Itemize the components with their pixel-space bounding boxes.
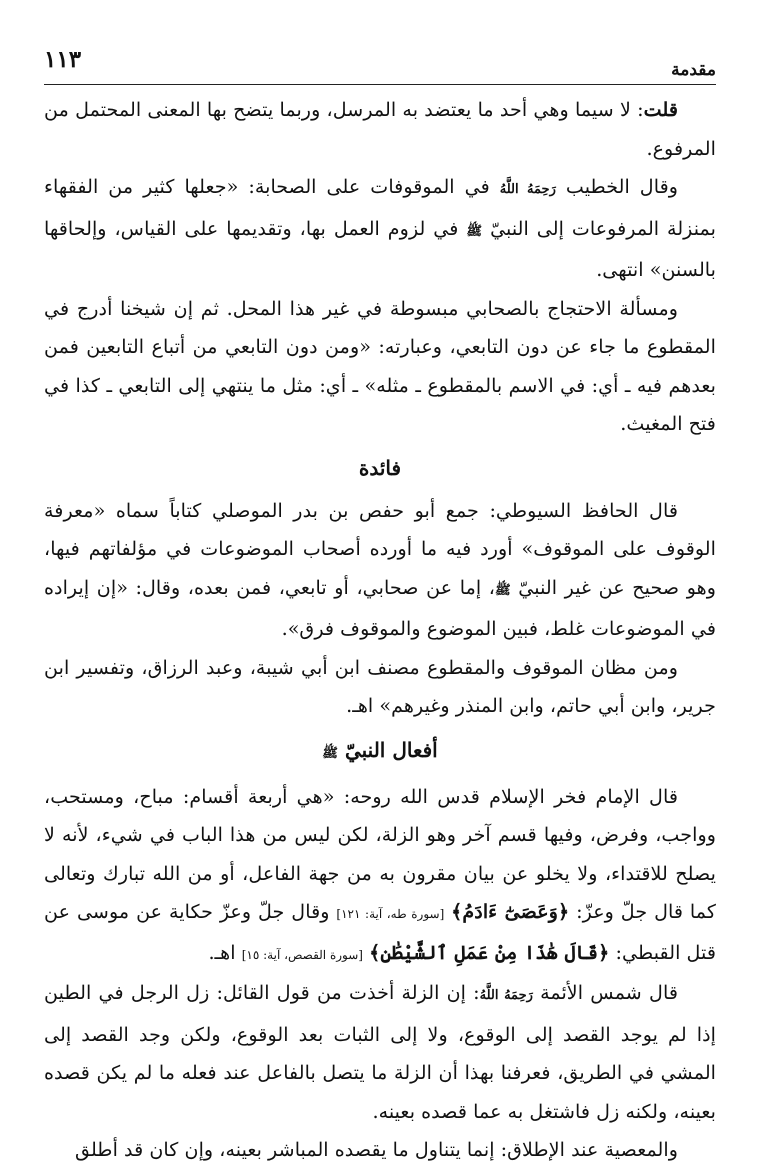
book-page (44, 44, 716, 1161)
paragraph-text: قال الإمام فخر الإسلام قدس الله روحه: «هي أربعة أقسام: مباح، ومستحب، وواجب، وفرض، وفيها قسم آخر وهو الزلة، لكن ليس من هذا الباب في شيء، لأنه لا يصلح للاقتداء، ولا يخلو عن بيان مقرون به من جهة الفاعل، أو من الله تبارك وتعالى كما قال جلّ وعزّ: (44, 784, 716, 923)
paragraph-shams-aimma (44, 974, 716, 1131)
paragraph-text: في الموقوفات على الصحابة: «جعلها كثير من الفقهاء بمنزلة المرفوعات إلى النبيّ (44, 175, 716, 240)
honorific-rahimahu: رَحِمَهُ اللَّهُ (479, 988, 533, 1003)
honorific-salla: ﷺ (494, 582, 511, 598)
paragraph-text: وقال الخطيب (565, 175, 679, 198)
verse-reference-taha: [سورة طه، آية: ١٢١] (336, 907, 445, 921)
paragraph-khatib (44, 168, 716, 290)
paragraph-text: قال شمس الأئمة (540, 981, 678, 1004)
paragraph-text: في لزوم العمل بها، وتقديمها على القياس، وإلحاقها بالسنن» انتهى. (44, 216, 716, 281)
paragraph-text: : إن الزلة أخذت من قول القائل: زل الرجل في الطين إذا لم يوجد القصد إلى الوقوع، ولا إلى الثبات بعد الوقوع، ولكن وجد القصد إلى المشي في الطريق، فعرفنا بهذا أن الزلة ما يتصل بالفاعل عند فعله ما لم يكن قصده بعينه، ولكنه زل فاشتغل به عما قصده بعينه. (44, 981, 716, 1123)
paragraph-suyuti (44, 492, 716, 649)
qultu-lead: قلت (643, 98, 678, 121)
paragraph-text: وقال جلّ وعزّ حكاية عن موسى عن قتل القبطي: (44, 900, 716, 964)
paragraph-ihtijaj (44, 290, 716, 444)
paragraph-text: قال الحافظ السيوطي: جمع أبو حفص بن بدر الموصلي كتاباً سماه «معرفة الوقوف على الموقوف» أورد فيه ما أورده أصحاب الموضوعات في مؤلفاتهم فيها، وهو صحيح عن غير النبيّ (44, 498, 716, 599)
body-text (44, 85, 716, 1170)
paragraph-text: ومن مظان الموقوف والمقطوع مصنف ابن أبي شيبة، وعبد الرزاق، وتفسير ابن جرير، وابن أبي حاتم، وابن المنذر وغيرهم» اهـ. (44, 655, 716, 717)
quran-verse-qasas: ﴿قَالَ هَٰذَا مِنْ عَمَلِ ٱلشَّيْطَٰنِ﴾ (369, 940, 610, 964)
honorific-salla: ﷺ (466, 223, 483, 239)
paragraph-text: اهـ. (208, 940, 236, 964)
running-head (44, 44, 716, 85)
heading-faida: فائدة (358, 455, 402, 480)
paragraph-text: ، إما عن صحابي، أو تابعي، فمن بعده، وقال: «إن إيراده في الموضوعات غلط، فبين الموضوع والموقوف فرق». (44, 575, 716, 640)
paragraph-text: والمعصية عند الإطلاق: إنما يتناول ما يقصده المباشر بعينه، وإن كان قد أطلق (74, 1138, 678, 1161)
paragraph-qultu (44, 91, 716, 168)
quran-verse-taha: ﴿وَعَصَىٰٓ ءَادَمُ﴾ (451, 900, 570, 923)
honorific-salla: ﷺ (322, 745, 338, 761)
paragraph-fakhr-islam (44, 778, 716, 975)
paragraph-text: : لا سيما وهي أحد ما يعتضد به المرسل، وربما يتضح بها المعنى المحتمل من المرفوع. (44, 98, 716, 160)
page-number: ١١٣ (44, 46, 82, 73)
heading-afal-nabi (44, 726, 716, 778)
honorific-rahimahu: رَحِمَهُ اللَّهُ (499, 182, 556, 197)
heading-text: أفعال النبيّ (344, 737, 438, 762)
paragraph-mazan (44, 649, 716, 726)
paragraph-masiya (44, 1131, 716, 1170)
paragraph-text: ومسألة الاحتجاج بالصحابي مبسوطة في غير هذا المحل. ثم إن شيخنا أدرج في المقطوع ما جاء عن دون التابعي، وعبارته: «ومن دون التابعي من أتباع التابعين فمن بعدهم فيه ـ أي: في الاسم بالمقطوع ـ مثله» ـ أي: مثل ما ينتهي إلى التابعي ـ كذا في فتح المغيث. (44, 296, 716, 435)
verse-reference-qasas: [سورة القصص، آية: ١٥] (241, 947, 363, 962)
section-title: مقدمة (671, 60, 716, 80)
